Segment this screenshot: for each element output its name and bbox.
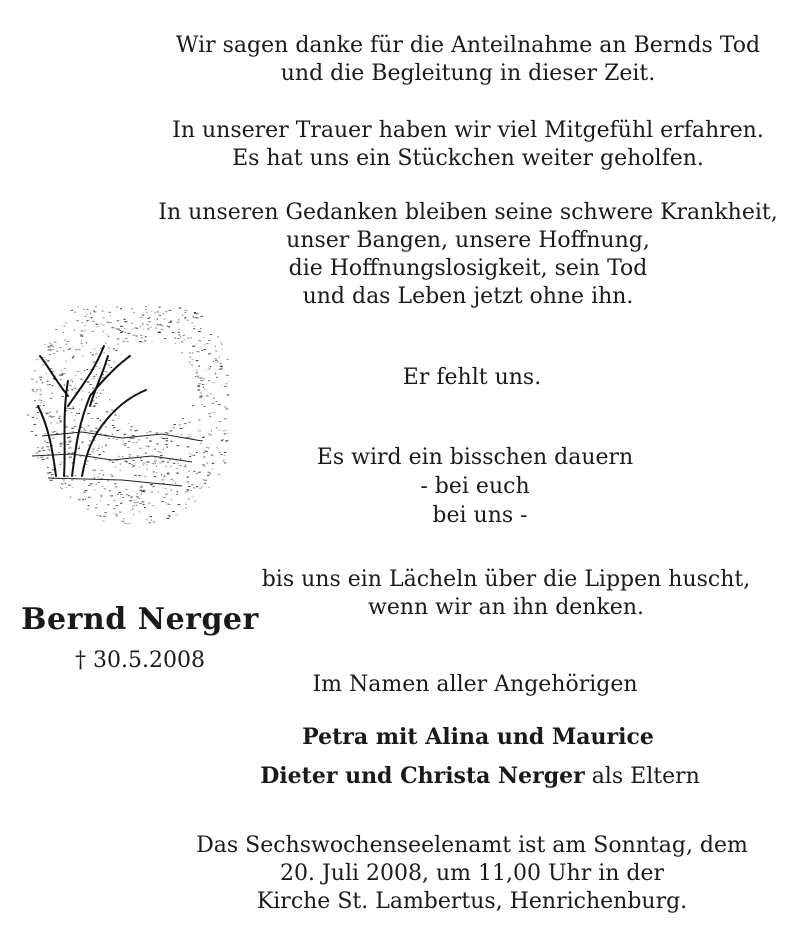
parents-suffix: als Eltern bbox=[591, 764, 700, 789]
deceased-name: Bernd Nerger bbox=[21, 602, 259, 637]
signature-intro: Im Namen aller Angehörigen bbox=[312, 672, 638, 697]
message-line: In unseren Gedanken bleiben seine schwere Krankheit, bbox=[158, 200, 778, 225]
message-line: Es wird ein bisschen dauern bbox=[316, 445, 634, 470]
message-line: unser Bangen, unsere Hoffnung, bbox=[286, 228, 650, 253]
message-line: die Hoffnungslosigkeit, sein Tod bbox=[288, 256, 648, 281]
mass-notice-line: Das Sechswochenseelenamt ist am Sonntag, dem bbox=[196, 833, 748, 858]
message-line: und die Begleitung in dieser Zeit. bbox=[280, 61, 656, 86]
message-line: Wir sagen danke für die Anteilnahme an Bernds Tod bbox=[175, 33, 761, 58]
message-line: Er fehlt uns. bbox=[402, 365, 542, 390]
message-line: In unserer Trauer haben wir viel Mitgefühl erfahren. bbox=[172, 118, 764, 143]
message-line: bis uns ein Lächeln über die Lippen huscht, bbox=[261, 567, 751, 592]
mass-notice-line: Kirche St. Lambertus, Henrichenburg. bbox=[256, 889, 688, 914]
message-line: - bei euch bbox=[420, 474, 530, 499]
message-line: bei uns - bbox=[432, 503, 528, 528]
message-line: Es hat uns ein Stückchen weiter geholfen. bbox=[232, 146, 704, 171]
signature-line bbox=[260, 762, 700, 791]
death-date: † 30.5.2008 bbox=[75, 648, 205, 673]
parents-names: Dieter und Christa Nerger bbox=[260, 763, 585, 789]
message-line: und das Leben jetzt ohne ihn. bbox=[302, 284, 634, 309]
message-line: wenn wir an ihn denken. bbox=[368, 595, 644, 620]
tree-moon-sketch-icon bbox=[12, 286, 240, 558]
signature-line: Petra mit Alina und Maurice bbox=[302, 724, 654, 750]
mass-notice-line: 20. Juli 2008, um 11,00 Uhr in der bbox=[279, 861, 665, 886]
